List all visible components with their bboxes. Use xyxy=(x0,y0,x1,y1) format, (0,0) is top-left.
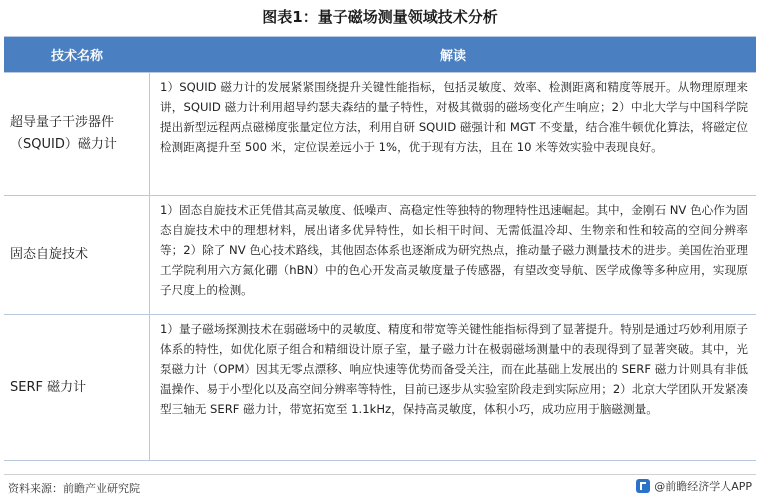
qianzhan-logo-icon xyxy=(636,479,650,493)
analysis-table xyxy=(4,36,756,461)
tech-name-cell: SERF 磁力计 xyxy=(4,315,150,460)
interpretation-cell: 1）SQUID 磁力计的发展紧紧围绕提升关键性能指标，包括灵敏度、效率、检测距离和精度等展开。从物理原理来讲，SQUID 磁力计利用超导约瑟夫森结的量子特性，对极其微弱的磁场变化产生响应；2）中北大学与中国科学院提出新型远程两点磁梯度张量定位方法，利用自研 SQUID 磁强计和 MGT 不变量，结合准牛顿优化算法，将磁定位检测距离提升至 500 米，定位误差远小于 1%，优于现有方法，且在 10 米等效实验中表现良好。 xyxy=(160,80,748,154)
tech-name-cell: 超导量子干涉器件（SQUID）磁力计 xyxy=(4,73,150,195)
figure-title: 图表1：量子磁场测量领域技术分析 xyxy=(262,8,498,26)
brand-mark xyxy=(636,478,752,494)
footer-divider xyxy=(4,474,756,475)
table-row xyxy=(4,195,756,314)
brand-label: @前瞻经济学人APP xyxy=(654,480,752,493)
interpretation-cell: 1）固态自旋技术正凭借其高灵敏度、低噪声、高稳定性等独特的物理特性迅速崛起。其中，金刚石 NV 色心作为固态自旋技术中的理想材料，展出诸多优异特性，如长相干时间、无需低温冷却、生物亲和性和较高的空间分辨率等；2）除了 NV 色心技术路线，其他固态体系也逐渐成为研究热点，推动量子磁力测量技术的进步。美国佐治亚理工学院利用六方氮化硼（hBN）中的色心开发高灵敏度量子传感器，有望改变导航、医学成像等多种应用，实现原子尺度上的检测。 xyxy=(160,203,748,297)
footer xyxy=(0,478,760,498)
table-row xyxy=(4,314,756,460)
table-row xyxy=(4,72,756,195)
header-interpretation: 解读 xyxy=(439,49,466,64)
header-tech-name: 技术名称 xyxy=(50,49,103,64)
tech-name-cell: 固态自旋技术 xyxy=(4,196,150,314)
table-header xyxy=(4,37,756,72)
interpretation-cell: 1）量子磁场探测技术在弱磁场中的灵敏度、精度和带宽等关键性能指标得到了显著提升。特别是通过巧妙利用原子体系的特性，如优化原子组合和精细设计原子室，量子磁力计在极弱磁场测量中的表现得到了显著突破。其中，光泵磁力计（OPM）因其无零点漂移、响应快速等优势而备受关注，而在此基础上发展出的 SERF 磁力计则具有非低温操作、易于小型化以及高空间分辨率等特性，目前已逐步从实验室阶段走到实际应用；2）北京大学团队开发紧凑型三轴无 SERF 磁力计，带宽拓宽至 1.1kHz，保持高灵敏度，体积小巧，成功应用于脑磁测量。 xyxy=(160,322,748,416)
source-note: 资料来源：前瞻产业研究院 xyxy=(8,482,140,495)
